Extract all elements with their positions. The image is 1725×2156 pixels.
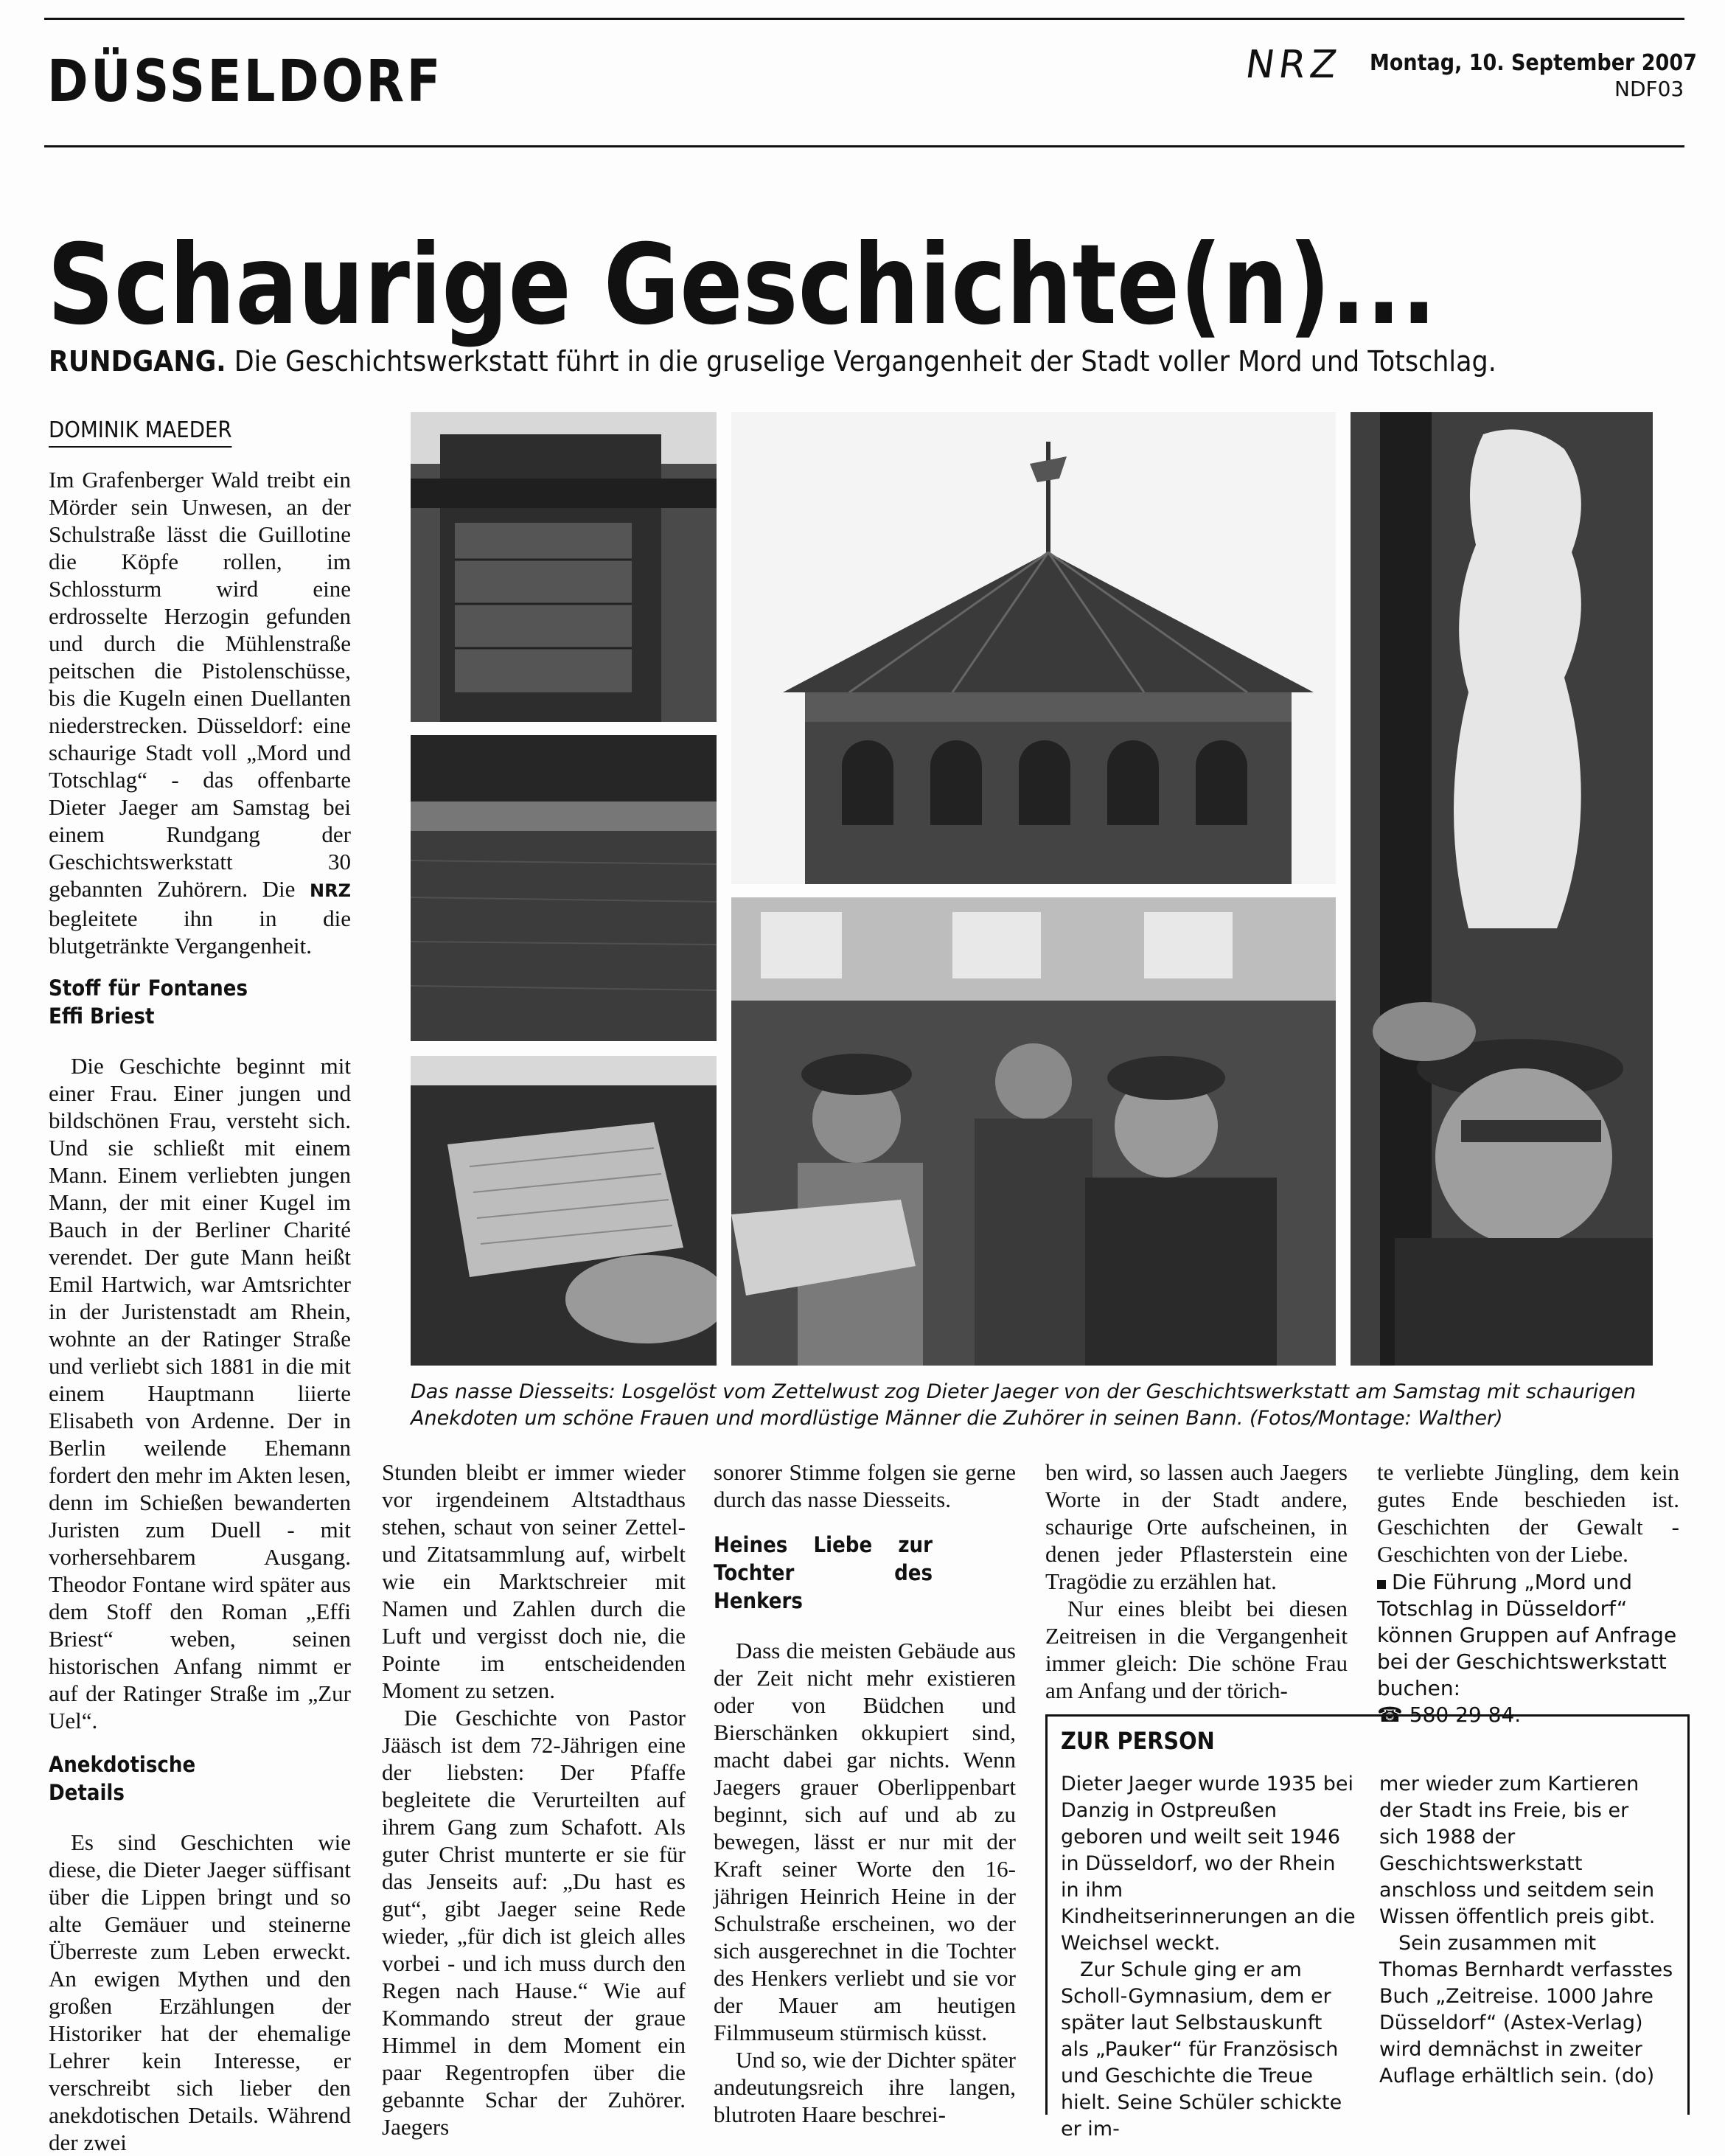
paragraph-col4-a: ben wird, so lassen auch Jaegers Worte in der Stadt andere, schaurige Orte aufscheinen, in denen jeder Pflasterstein eine Tragödie zu erzählen hat. bbox=[1045, 1459, 1348, 1594]
photo-river-rhine bbox=[411, 735, 717, 1041]
paragraph-effi-briest: Die Geschichte beginnt mit einer Frau. Einer jungen und bildschönen Frau, versteht sich. Und sie schließt mit einem Mann. Einem verliebten jungen Mann, der mit einer Kugel im Bauch in der Berliner Charité verendet. Der gute Mann heißt Emil Hartwich, war Amtsrichter in der Juristenstadt am Rhein, wohnte an der Ratinger Straße und verliebt sich 1881 in die mit einem Hauptmann liierte Elisabeth von Ardenne. Der in Berlin weilende Ehemann fordert den mehr im Akten lesen, denn im Schießen bewanderten Juristen zum Duell - mit vorhersehbarem Ausgang. Theodor Fontane wird später aus dem Stoff den Roman „Effi Briest“ weben, seinen historischen Anfang nimmt er auf der Ratinger Straße im „Zur Uel“. bbox=[49, 1053, 351, 1734]
zur-person-title: ZUR PERSON bbox=[1061, 1727, 1215, 1755]
masthead-rule bbox=[44, 145, 1684, 147]
column-5 bbox=[1377, 1458, 1679, 1728]
column-1 bbox=[49, 466, 351, 2156]
paragraph-col2-b: Die Geschichte von Pastor Jääsch ist dem 72-Jährigen eine der liebsten: Der Pfaffe begleitete die Verurteilten auf ihrem Gang zum Schafott. Als guter Christ munterte er sie für das Jenseits auf: „Du hast es gut“, gibt Jaeger seine Rede wieder, „für dich ist gleich alles vorbei - und ich muss durch den Regen nach Hause.“ Wie auf Kommando streut der graue Himmel in dem Moment ein paar Regentropfen über die gebannte Schar der Zuhörer. Jaegers bbox=[382, 1705, 686, 2140]
subhead-effi-briest: Stoff für Fontanes Effi Briest bbox=[49, 976, 248, 1029]
photo-man-with-cap bbox=[1351, 412, 1653, 1366]
column-3 bbox=[714, 1458, 1016, 2128]
photo-hands-with-notes bbox=[411, 1056, 717, 1366]
paragraph-anekdotische-details: Es sind Geschichten wie diese, die Dieter Jaeger süffisant über die Lippen bringt und so alte Gemäuer und steinerne Überreste zum Leben erweckt. An ewigen Mythen und den großen Erzählungen der Historiker hat der ehemalige Lehrer kein Interesse, er verschreibt sich lieber den anekdotischen Details. Während der zwei bbox=[49, 1829, 351, 2155]
subhead-anekdotische-details: Anekdotische Details bbox=[49, 1752, 196, 1805]
photo-caption: Das nasse Diesseits: Losgelöst vom Zettelwust zog Dieter Jaeger von der Geschichtswerkstatt am Samstag mit schaurigen Anekdoten um schöne Frauen und mordlüstige Männer die Zuhörer in seinen Bann. (Fotos/Montage: Walther) bbox=[411, 1380, 1637, 1430]
zur-person-box bbox=[1045, 1714, 1690, 2141]
paragraph-col4-b: Nur eines bleibt bei diesen Zeitreisen in die Vergangenheit immer gleich: Die schöne Frau am Anfang und der törich- bbox=[1045, 1596, 1348, 1703]
zur-person-right-p1: mer wieder zum Kartieren der Stadt ins Freie, bis er sich 1988 der Geschichtswerkstatt anschloss und seitdem sein Wissen öffentlich preis gibt. bbox=[1379, 1773, 1656, 1928]
info-text: Die Führung „Mord und Totschlag in Düsseldorf“ können Gruppen auf Anfrage bei der Geschichtswerkstatt buchen: bbox=[1377, 1570, 1677, 1700]
paragraph-intro: Im Grafenberger Wald treibt ein Mörder sein Unwesen, an der Schulstraße lässt die Guillotine die Köpfe rollen, im Schlossturm wird eine erdrosselte Herzogin gefunden und durch die Mühlenstraße peitschen die Pistolenschüsse, bis die Kugeln einen Duellanten niederstrecken. Düsseldorf: eine schaurige Stadt voll „Mord und Totschlag“ - das offenbarte Dieter Jaeger am Samstag bei einem Rundgang der Geschichtswerkstatt 30 gebannten Zuhörern. Die NRZ begleitete ihn in die blutgetränkte Vergangenheit. bbox=[49, 467, 351, 959]
page-code: NDF03 bbox=[1614, 77, 1684, 101]
column-2 bbox=[382, 1458, 686, 2141]
phone-number: 580 29 84. bbox=[1409, 1703, 1522, 1727]
paragraph-col3-c: Und so, wie der Dichter später andeutungsreich ihre langen, blutroten Haare beschrei- bbox=[714, 2047, 1016, 2127]
paragraph-col3-a: sonorer Stimme folgen sie gerne durch das nasse Diesseits. bbox=[714, 1459, 1016, 1512]
section-title: DÜSSELDORF bbox=[47, 49, 443, 115]
deck bbox=[49, 345, 1496, 378]
deck-label: RUNDGANG. bbox=[49, 345, 226, 378]
top-rule bbox=[44, 18, 1684, 20]
phone-icon: ☎ bbox=[1377, 1703, 1403, 1727]
zur-person-right bbox=[1379, 1771, 1674, 2090]
photo-castle-tower-wall bbox=[411, 412, 717, 722]
paper-logo-handwritten: NRZ bbox=[1242, 43, 1344, 87]
byline: DOMINIK MAEDER bbox=[49, 417, 232, 448]
subhead-heines-liebe: Heines Liebe zur Tochter des Henkers bbox=[714, 1532, 933, 1613]
nrz-inline-logo: NRZ bbox=[310, 880, 351, 901]
column-4 bbox=[1045, 1458, 1348, 1704]
paragraph-col5-a: te verliebte Jüngling, dem kein gutes Ende beschieden ist. Geschichten der Gewalt - Geschichten von der Liebe. bbox=[1377, 1459, 1679, 1567]
paragraph-col2-a: Stunden bleibt er immer wieder vor irgendeinem Altstadthaus stehen, schaut von seiner Zettel- und Zitatsammlung auf, wirbelt wie ein Marktschreier mit Namen und Zahlen durch die Luft und vergisst doch nie, die Pointe im entscheidenden Moment zu setzen. bbox=[382, 1459, 686, 1703]
square-bullet-icon bbox=[1377, 1580, 1386, 1589]
headline: Schaurige Geschichte(n)... bbox=[47, 221, 1437, 350]
photo-tour-group bbox=[731, 897, 1336, 1366]
zur-person-right-p2: Sein zusammen mit Thomas Bernhardt verfasstes Buch „Zeitreise. 1000 Jahre Düsseldorf“ (Astex-Verlag) wird demnächst in zweiter Auflage erhältlich sein. (do) bbox=[1379, 1932, 1673, 2087]
paragraph-col3-b: Dass die meisten Gebäude aus der Zeit nicht mehr existieren oder von Büdchen und Bierschänken okkupiert sind, macht dabei gar nichts. Wenn Jaegers grauer Oberlippenbart beginnt, sich auf und ab zu bewegen, lässt er nur mit der Kraft seiner Worte den 16-jährigen Heinrich Heine in der Schulstraße erscheinen, wo der sich ausgerechnet in die Tochter des Henkers verliebt und sie vor der Mauer am heutigen Filmmuseum stürmisch küsst. bbox=[714, 1638, 1016, 2045]
zur-person-left bbox=[1061, 1771, 1356, 2143]
photo-pavilion-roof bbox=[731, 412, 1336, 884]
info-box bbox=[1377, 1569, 1679, 1728]
deck-text: Die Geschichtswerkstatt führt in die gruselige Vergangenheit der Stadt voller Mord und Totschlag. bbox=[234, 345, 1496, 378]
zur-person-left-p2: Zur Schule ging er am Scholl-Gymnasium, dem er später laut Selbstauskunft als „Pauker“ für Französisch und Geschichte die Treue hielt. Seine Schüler schickte er im- bbox=[1061, 1958, 1342, 2141]
issue-date: Montag, 10. September 2007 bbox=[1370, 50, 1697, 76]
zur-person-left-p1: Dieter Jaeger wurde 1935 bei Danzig in Ostpreußen geboren und weilt seit 1946 in Düsseldorf, wo der Rhein in ihm Kindheitserinnerungen an die Weichsel weckt. bbox=[1061, 1773, 1356, 1955]
